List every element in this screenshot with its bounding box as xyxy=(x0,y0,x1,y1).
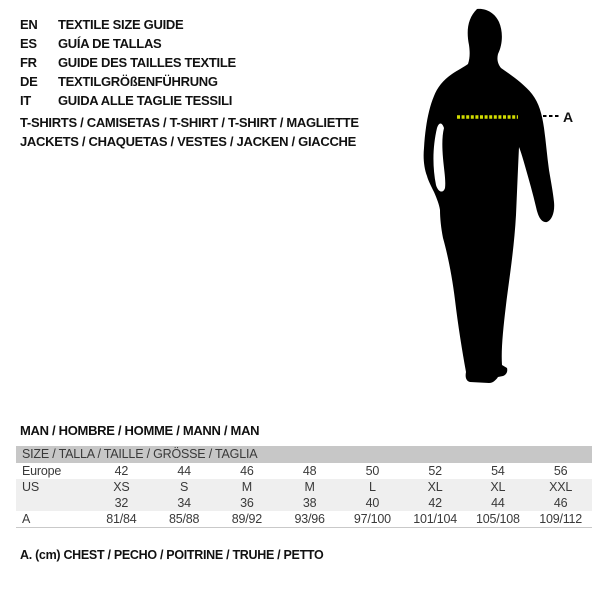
table-cell: 50 xyxy=(365,464,380,478)
table-cell: 105/108 xyxy=(475,512,520,526)
section-title-man: MAN / HOMBRE / HOMME / MANN / MAN xyxy=(20,423,260,438)
table-cell: 97/100 xyxy=(353,512,391,526)
table-cell: S xyxy=(180,480,189,494)
language-row xyxy=(20,34,236,53)
table-cell: 32 xyxy=(114,496,129,510)
measure-label-a: A xyxy=(563,109,574,125)
table-cell: 81/84 xyxy=(106,512,137,526)
table-cell: 85/88 xyxy=(168,512,200,526)
table-cell: 52 xyxy=(428,464,442,478)
table-cell: M xyxy=(241,480,252,494)
man-silhouette-figure xyxy=(400,0,600,410)
table-row-chest-a xyxy=(16,511,592,527)
table-cell: 46 xyxy=(240,464,254,478)
size-table xyxy=(16,446,592,528)
table-cell: 42 xyxy=(114,464,129,478)
measurement-footnote: A. (cm) CHEST / PECHO / POITRINE / TRUHE / PETTO xyxy=(20,548,324,562)
language-code: FR xyxy=(20,55,37,70)
language-code: DE xyxy=(20,74,38,89)
language-row xyxy=(20,53,236,72)
language-label: GUIDA ALLE TAGLIE TESSILI xyxy=(58,93,233,108)
table-row-us xyxy=(16,479,592,495)
table-cell: XXL xyxy=(549,480,573,494)
table-cell: XS xyxy=(113,480,130,494)
table-cell: 34 xyxy=(177,496,191,510)
language-code: EN xyxy=(20,17,38,32)
table-cell: 44 xyxy=(491,496,505,510)
language-list xyxy=(20,15,236,110)
language-code: ES xyxy=(20,36,37,51)
table-cell: 36 xyxy=(240,496,254,510)
garment-categories xyxy=(20,113,359,151)
table-row-europe xyxy=(16,463,592,479)
language-label: TEXTILGRÖßENFÜHRUNG xyxy=(58,74,218,89)
row-label xyxy=(16,495,90,511)
language-row xyxy=(20,72,236,91)
table-row-us-numeric xyxy=(16,495,592,511)
language-row xyxy=(20,91,236,110)
language-label: GUÍA DE TALLAS xyxy=(58,36,162,51)
table-cell: 93/96 xyxy=(294,512,325,526)
category-jackets: JACKETS / CHAQUETAS / VESTES / JACKEN / GIACCHE xyxy=(20,134,356,149)
table-cell: 38 xyxy=(302,496,317,510)
size-table-header: SIZE / TALLA / TAILLE / GRÖSSE / TAGLIA xyxy=(16,446,592,463)
man-silhouette xyxy=(424,9,555,383)
language-label: TEXTILE SIZE GUIDE xyxy=(58,17,184,32)
table-cell: 48 xyxy=(302,464,317,478)
table-cell: M xyxy=(304,480,315,494)
language-code: IT xyxy=(20,93,31,108)
table-cell: 101/104 xyxy=(413,512,458,526)
row-label: US xyxy=(22,480,39,494)
table-cell: 44 xyxy=(177,464,191,478)
row-label: Europe xyxy=(22,464,62,478)
language-label: GUIDE DES TAILLES TEXTILE xyxy=(58,55,236,70)
language-row xyxy=(20,15,236,34)
row-label: A xyxy=(22,512,31,526)
table-cell: XL xyxy=(427,480,443,494)
table-cell: L xyxy=(368,480,376,494)
table-cell: 54 xyxy=(491,464,505,478)
table-cell: 46 xyxy=(553,496,568,510)
category-tshirts: T-SHIRTS / CAMISETAS / T-SHIRT / T-SHIRT / MAGLIETTE xyxy=(20,115,359,130)
silhouette-svg xyxy=(400,0,600,410)
table-cell: XL xyxy=(490,480,506,494)
table-cell: 40 xyxy=(365,496,380,510)
table-cell: 42 xyxy=(428,496,442,510)
table-cell: 109/112 xyxy=(539,512,583,526)
table-cell: 89/92 xyxy=(231,512,263,526)
table-cell: 56 xyxy=(553,464,568,478)
